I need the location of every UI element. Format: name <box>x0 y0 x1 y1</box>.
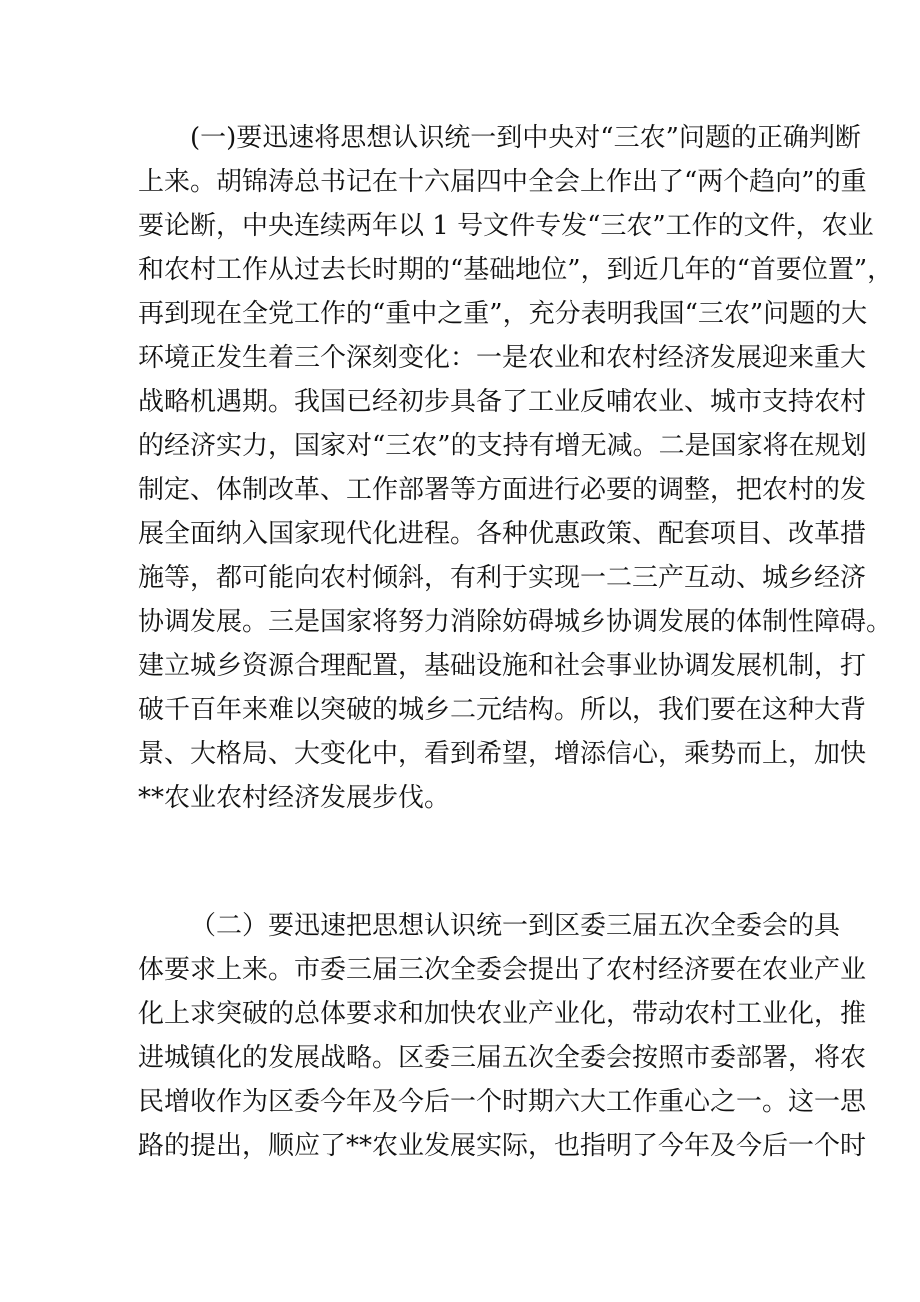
text-line: 的经济实力，国家对“三农”的支持有增无减。二是国家将在规划 <box>138 431 867 461</box>
text-line: 环境正发生着三个深刻变化：一是农业和农村经济发展迎来重大 <box>138 343 867 373</box>
text-line: 协调发展。三是国家将努力消除妨碍城乡协调发展的体制性障碍。 <box>138 607 893 637</box>
text-line: 体要求上来。市委三届三次全委会提出了农村经济要在农业产业 <box>138 955 867 985</box>
text-line: 破千百年来难以突破的城乡二元结构。所以，我们要在这种大背 <box>138 695 867 725</box>
text-line: (一)要迅速将思想认识统一到中央对“三农”问题的正确判断 <box>190 123 861 153</box>
text-line: 战略机遇期。我国已经初步具备了工业反哺农业、城市支持农村 <box>138 387 867 417</box>
text-line: 展全面纳入国家现代化进程。各种优惠政策、配套项目、改革措 <box>138 519 867 549</box>
paragraph-1 <box>138 116 894 820</box>
text-line: 进城镇化的发展战略。区委三届五次全委会按照市委部署，将农 <box>138 1043 867 1073</box>
text-line: 再到现在全党工作的“重中之重”，充分表明我国“三农”问题的大 <box>138 299 868 329</box>
text-line: 和农村工作从过去长时期的“基础地位”，到近几年的“首要位置”， <box>138 255 894 285</box>
text-line: 要论断，中央连续两年以 1 号文件专发“三农”工作的文件，农业 <box>138 211 874 241</box>
text-line: 上来。胡锦涛总书记在十六届四中全会上作出了“两个趋向”的重 <box>138 167 867 197</box>
text-line: 建立城乡资源合理配置，基础设施和社会事业协调发展机制，打 <box>138 651 867 681</box>
paragraph-2 <box>138 904 867 1168</box>
text-line: 路的提出，顺应了**农业发展实际，也指明了今年及今后一个时 <box>138 1131 867 1161</box>
text-line: （二）要迅速把思想认识统一到区委三届五次全委会的具 <box>190 911 841 941</box>
text-line: 景、大格局、大变化中，看到希望，增添信心，乘势而上，加快 <box>138 739 867 769</box>
text-line: 施等，都可能向农村倾斜，有利于实现一二三产互动、城乡经济 <box>138 563 867 593</box>
text-line: 制定、体制改革、工作部署等方面进行必要的调整，把农村的发 <box>138 475 867 505</box>
text-line: 化上求突破的总体要求和加快农业产业化，带动农村工业化，推 <box>138 999 867 1029</box>
text-line: 民增收作为区委今年及今后一个时期六大工作重心之一。这一思 <box>138 1087 867 1117</box>
text-line: **农业农村经济发展步伐。 <box>138 783 451 813</box>
